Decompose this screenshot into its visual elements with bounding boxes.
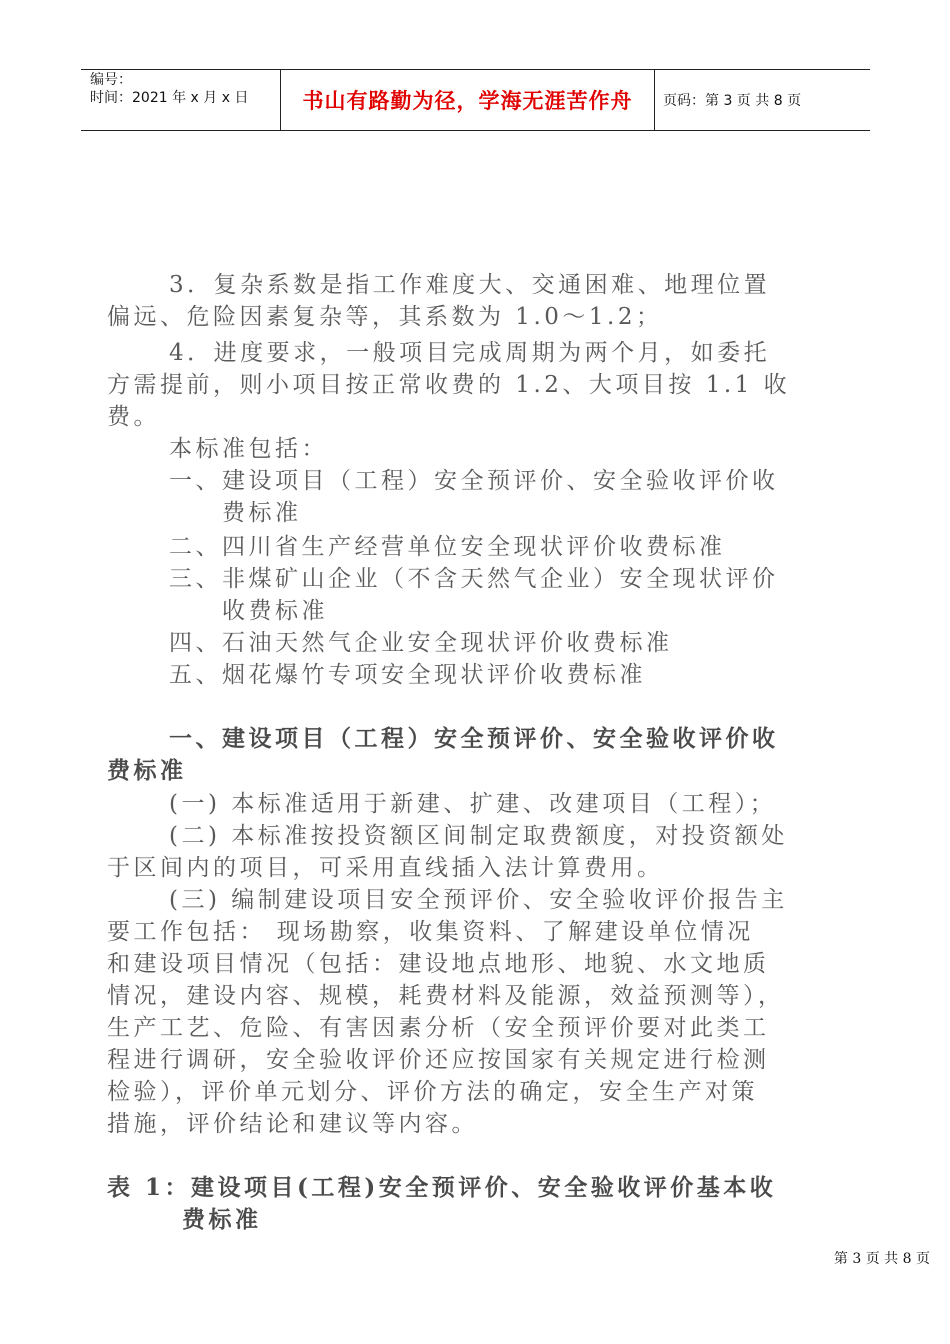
text-line: 要工作包括： 现场勘察，收集资料、了解建设单位情况: [107, 919, 754, 945]
section-heading-continuation: 费标准: [107, 757, 187, 784]
text-line: 偏远、危险因素复杂等，其系数为 1.0～1.2；: [107, 304, 663, 330]
footer-page-number: 第 3 页 共 8 页: [833, 1251, 930, 1267]
table-title: 表 1：建设项目(工程)安全预评价、安全验收评价基本收: [107, 1174, 777, 1201]
text-line: 4．进度要求，一般项目完成周期为两个月，如委托: [169, 340, 771, 366]
number-label: 编号：: [90, 72, 132, 88]
text-line: 生产工艺、危险、有害因素分析（安全预评价要对此类工: [107, 1015, 770, 1041]
text-line: (一) 本标准适用于新建、扩建、改建项目（工程）；: [169, 791, 777, 817]
text-line: 程进行调研，安全验收评价还应按国家有关规定进行检测: [107, 1047, 770, 1073]
table-title-continuation: 费标准: [182, 1206, 262, 1233]
text-line: 本标准包括：: [169, 436, 328, 462]
list-item: 三、非煤矿山企业（不含天然气企业）安全现状评价: [169, 566, 779, 592]
text-line: 费。: [107, 404, 160, 430]
section-heading: 一、建设项目（工程）安全预评价、安全验收评价收: [169, 725, 779, 752]
list-item-continuation: 收费标准: [222, 598, 328, 624]
list-item: 四、石油天然气企业安全现状评价收费标准: [169, 630, 673, 656]
list-item: 五、烟花爆竹专项安全现状评价收费标准: [169, 662, 646, 688]
text-line: 措施，评价结论和建议等内容。: [107, 1111, 478, 1137]
header-bar: [81, 69, 870, 131]
text-line: 于区间内的项目，可采用直线插入法计算费用。: [107, 855, 664, 881]
text-line: (三) 编制建设项目安全预评价、安全验收评价报告主: [169, 887, 788, 913]
text-line: (二) 本标准按投资额区间制定取费额度，对投资额处: [169, 823, 788, 849]
text-line: 检验），评价单元划分、评价方法的确定，安全生产对策: [107, 1079, 758, 1105]
text-line: 3．复杂系数是指工作难度大、交通困难、地理位置: [169, 272, 771, 298]
text-line: 情况，建设内容、规模，耗费材料及能源，效益预测等），: [107, 983, 785, 1009]
text-line: 和建设项目情况（包括：建设地点地形、地貌、水文地质: [107, 951, 770, 977]
header-page-label: 页码：第 3 页 共 8 页: [663, 93, 802, 109]
text-line: 方需提前，则小项目按正常收费的 1.2、大项目按 1.1 收: [107, 372, 791, 398]
list-item-continuation: 费标准: [222, 500, 302, 526]
list-item: 一、建设项目（工程）安全预评价、安全验收评价收: [169, 468, 779, 494]
header-meta: [81, 70, 281, 130]
header-motto: 书山有路勤为径，学海无涯苦作舟: [281, 70, 655, 130]
list-item: 二、四川省生产经营单位安全现状评价收费标准: [169, 534, 726, 560]
time-label: 时间：2021 年 x 月 x 日: [90, 90, 249, 106]
